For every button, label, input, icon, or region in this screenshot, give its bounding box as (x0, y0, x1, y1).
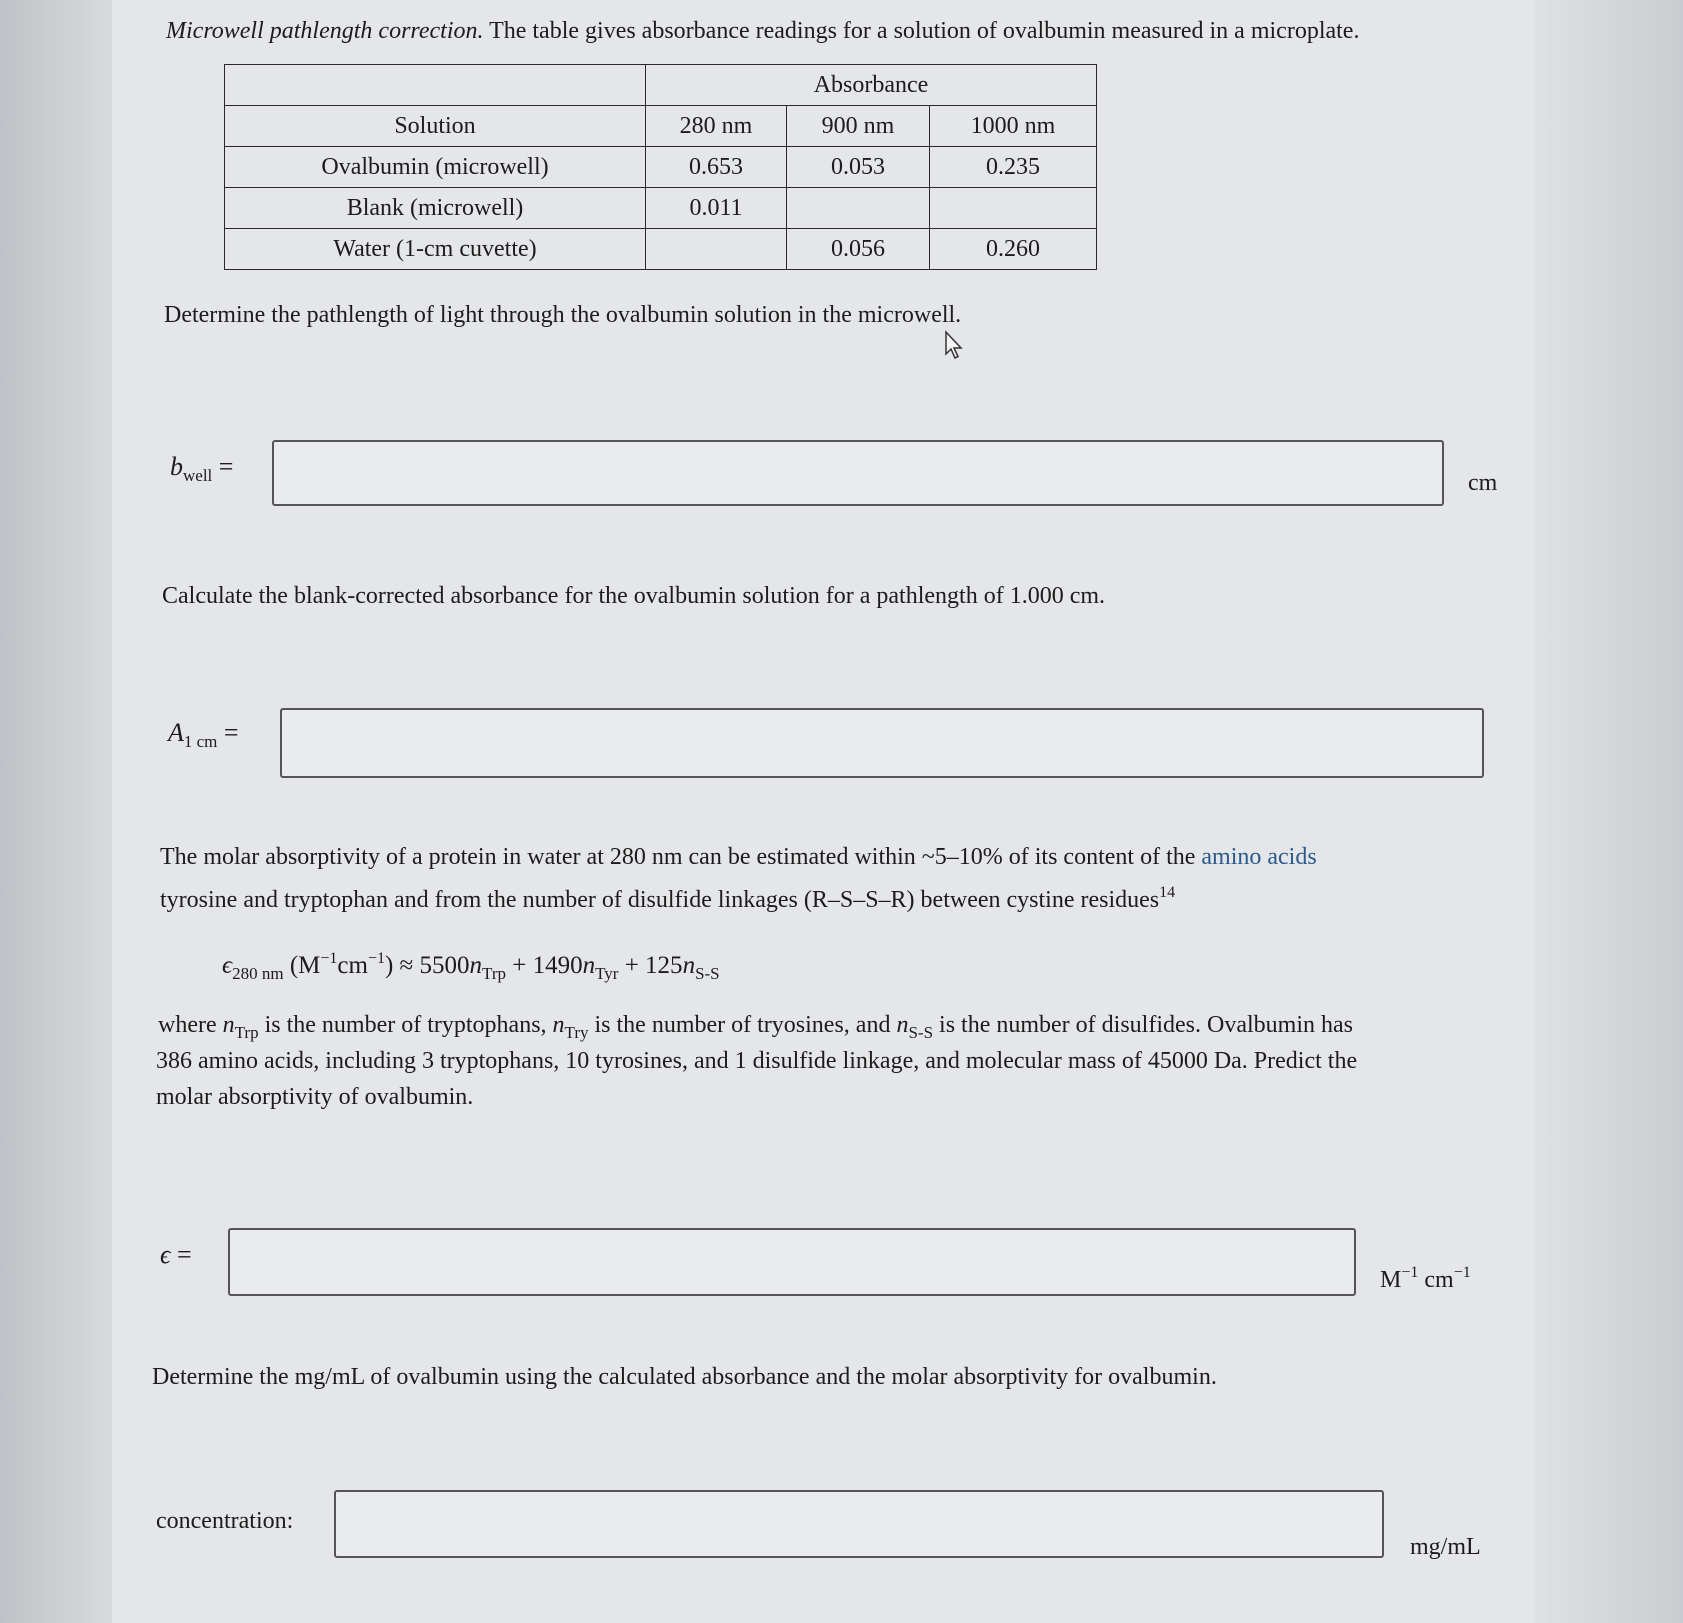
table-cell (930, 188, 1097, 229)
table-cell: Blank (microwell) (225, 188, 646, 229)
citation-14: 14 (1159, 884, 1176, 901)
table-group-header: Absorbance (646, 65, 1097, 106)
right-bezel (1535, 0, 1683, 1623)
table-row (225, 188, 1097, 229)
intro-text (166, 14, 1359, 48)
table-cell: 0.011 (646, 188, 787, 229)
paragraph-line-1: The molar absorptivity of a protein in water at 280 nm can be estimated within ~5–10% of its content of the amino acids (160, 844, 1317, 870)
table-cell: Water (1-cm cuvette) (225, 229, 646, 270)
absorptivity-formula: $\epsilon_{280 nm}$ $(M^{-1}cm^{-1}) \approx 5500n_{Trp} + 1490n_{Tyr} + 125n_{S-S}$ (222, 950, 720, 983)
table-header-row (225, 106, 1097, 147)
table-col-header: Solution (225, 106, 646, 147)
table-cell: 0.053 (787, 147, 930, 188)
concentration-label: concentration: (156, 1508, 294, 1534)
table-row (225, 147, 1097, 188)
table-col-header: 1000 nm (930, 106, 1097, 147)
table-group-header-row (225, 65, 1097, 106)
a-1cm-input[interactable] (280, 708, 1484, 778)
table-cell: 0.235 (930, 147, 1097, 188)
q2-prompt: Calculate the blank-corrected absorbance for the ovalbumin solution for a pathlength of 1.000 cm. (162, 583, 1106, 609)
intro-title: Microwell pathlength correction. (166, 18, 484, 44)
mouse-pointer-icon (944, 330, 966, 360)
where-line-3: molar absorptivity of ovalbumin. (156, 1084, 474, 1110)
molar-absorptivity-unit-label: $M^{-1}$ $cm^{-1}$ (1380, 1264, 1471, 1293)
cm-unit-label: cm (1468, 470, 1498, 496)
b-well-input[interactable] (272, 440, 1444, 506)
q4-prompt: Determine the mg/mL of ovalbumin using the calculated absorbance and the molar absorptivity for ovalbumin. (152, 1364, 1217, 1390)
table-cell (646, 229, 787, 270)
q1-prompt: Determine the pathlength of light through the ovalbumin solution in the microwell. (164, 302, 962, 328)
left-bezel (0, 0, 112, 1623)
absorbance-table (224, 64, 1097, 270)
b-well-label: $b_{well}$ = (170, 452, 234, 485)
table-cell: Ovalbumin (microwell) (225, 147, 646, 188)
table-empty-corner (225, 65, 646, 106)
table-col-header: 900 nm (787, 106, 930, 147)
concentration-input[interactable] (334, 1490, 1384, 1558)
table-cell: 0.653 (646, 147, 787, 188)
epsilon-input[interactable] (228, 1228, 1356, 1296)
table-cell: 0.056 (787, 229, 930, 270)
table-col-header: 280 nm (646, 106, 787, 147)
table-cell (787, 188, 930, 229)
a-1cm-label: $A_{1 cm}$ = (168, 718, 239, 751)
intro-body: The table gives absorbance readings for a solution of ovalbumin measured in a microplate. (483, 18, 1360, 44)
where-line-1: where $n_{Trp}$ is the number of tryptophans, $n_{Try}$ is the number of tryosines, and $n_{S-S}$ is the number of disulfides. Ovalbumin has (158, 1012, 1353, 1042)
amino-acids-link[interactable]: amino acids (1201, 844, 1317, 870)
mg-per-ml-unit-label: mg/mL (1410, 1534, 1481, 1560)
where-line-2: 386 amino acids, including 3 tryptophans, 10 tyrosines, and 1 disulfide linkage, and molecular mass of 45000 Da. Predict the (156, 1048, 1358, 1074)
paragraph-line-2: tyrosine and tryptophan and from the number of disulfide linkages (R–S–S–R) between cystine residues$^{14}$ (160, 884, 1176, 913)
table-cell: 0.260 (930, 229, 1097, 270)
table-row (225, 229, 1097, 270)
epsilon-label: ϵ = (160, 1240, 192, 1269)
